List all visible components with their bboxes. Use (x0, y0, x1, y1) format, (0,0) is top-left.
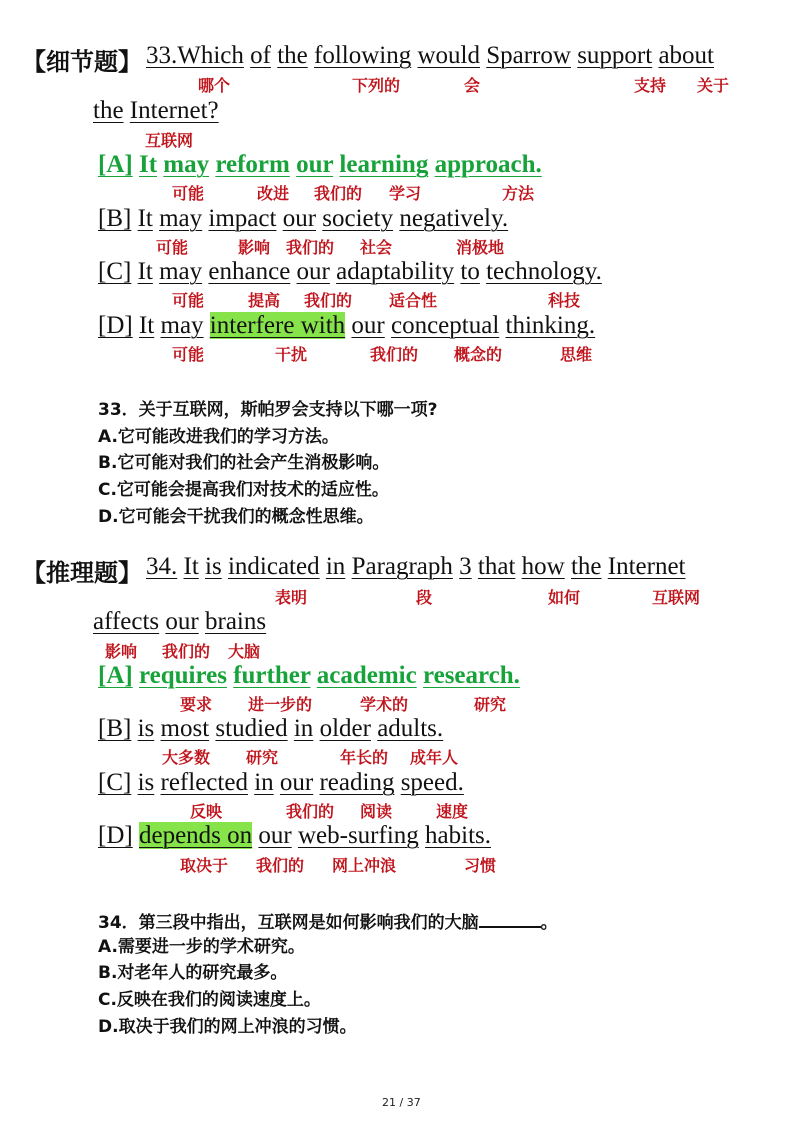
option-word: our (296, 151, 334, 178)
question-type-tag: 【细节题】 (22, 48, 142, 76)
option-word: adults. (377, 715, 444, 742)
stem-word: It (183, 553, 199, 580)
word-gloss: 研究 (246, 748, 279, 767)
word-gloss: 影响 (105, 642, 138, 661)
word-gloss: 下列的 (352, 76, 401, 95)
word-gloss: 表明 (275, 588, 308, 607)
word-gloss: 会 (464, 76, 481, 95)
stem-word: the (570, 553, 602, 580)
stem-word: indicated (227, 553, 320, 580)
option-word: to (460, 258, 480, 285)
option-word: impact (208, 205, 277, 232)
word-gloss: 关于 (697, 76, 730, 95)
translation-option: B.它可能对我们的社会产生消极影响。 (98, 453, 390, 473)
question-type-tag: 【推理题】 (22, 559, 142, 587)
option-word: It (138, 312, 155, 339)
word-gloss: 改进 (257, 184, 290, 203)
stem-word: support (577, 42, 653, 69)
option-word: learning (339, 151, 429, 178)
option-c[interactable] (98, 257, 602, 287)
word-gloss: 学习 (389, 184, 422, 203)
option-b[interactable] (98, 204, 508, 234)
word-gloss: 可能 (156, 238, 189, 257)
word-gloss: 方法 (502, 184, 535, 203)
stem-word: of (250, 42, 271, 69)
stem-word: 33.Which (146, 42, 244, 69)
option-word: our (351, 312, 385, 339)
translation-option: A.它可能改进我们的学习方法。 (98, 427, 339, 447)
word-gloss: 干扰 (275, 345, 308, 364)
stem-word: following (314, 42, 412, 69)
stem-word: our (165, 608, 199, 635)
question-stem-line (93, 96, 219, 126)
option-word: may (163, 151, 210, 178)
translation-option: D.它可能会干扰我们的概念性思维。 (98, 507, 374, 527)
stem-word: brains (205, 608, 267, 635)
stem-word: that (477, 553, 516, 580)
highlighted-phrase: depends on (138, 822, 253, 849)
option-word: is (137, 715, 155, 742)
option-word: our (296, 258, 330, 285)
word-gloss: 社会 (360, 238, 393, 257)
option-letter: [D] (98, 822, 133, 849)
word-gloss: 段 (416, 588, 433, 607)
question-stem-line (146, 41, 714, 71)
option-d[interactable] (98, 821, 491, 851)
word-gloss: 概念的 (454, 345, 503, 364)
word-gloss: 科技 (548, 291, 581, 310)
option-word: technology. (486, 258, 602, 285)
stem-word: about (658, 42, 714, 69)
option-word: academic (316, 662, 417, 689)
word-gloss: 互联网 (145, 131, 194, 150)
option-word: reflected (160, 769, 248, 796)
stem-word: Sparrow (486, 42, 571, 69)
option-c[interactable] (98, 768, 464, 798)
translation-option: D.取决于我们的网上冲浪的习惯。 (98, 1017, 357, 1037)
option-b[interactable] (98, 714, 443, 744)
stem-word: affects (93, 608, 160, 635)
option-d[interactable] (98, 311, 595, 341)
highlighted-phrase: interfere with (209, 312, 346, 339)
stem-word: how (521, 553, 565, 580)
stem-word: Internet? (129, 97, 219, 124)
word-gloss: 要求 (180, 695, 213, 714)
word-gloss: 速度 (436, 802, 469, 821)
word-gloss: 可能 (172, 184, 205, 203)
translation-option: C.反映在我们的阅读速度上。 (98, 990, 321, 1010)
option-word: negatively. (399, 205, 509, 232)
translation-question-text: 34．第三段中指出，互联网是如何影响我们的大脑 (98, 913, 479, 933)
word-gloss: 思维 (560, 345, 593, 364)
answer-blank (479, 908, 541, 928)
option-letter: [B] (98, 205, 132, 232)
option-word: in (293, 715, 314, 742)
word-gloss: 我们的 (304, 291, 353, 310)
stem-word: in (325, 553, 346, 580)
word-gloss: 大多数 (162, 748, 211, 767)
word-gloss: 消极地 (456, 238, 505, 257)
option-word: may (159, 258, 203, 285)
option-word: reading (319, 769, 395, 796)
stem-word: would (417, 42, 480, 69)
word-gloss: 网上冲浪 (332, 856, 397, 875)
option-word: enhance (208, 258, 291, 285)
option-word: in (254, 769, 274, 796)
option-word: is (137, 769, 155, 796)
word-gloss: 进一步的 (248, 695, 313, 714)
stem-word: the (277, 42, 308, 69)
option-letter: [B] (98, 715, 132, 742)
word-gloss: 可能 (172, 291, 205, 310)
option-word: It (138, 151, 158, 178)
option-word: studied (215, 715, 288, 742)
option-word: requires (138, 662, 227, 689)
word-gloss: 可能 (172, 345, 205, 364)
option-word: approach. (434, 151, 542, 178)
option-letter: [C] (98, 258, 132, 285)
option-word: our (282, 205, 317, 232)
stem-word: Internet (607, 553, 686, 580)
option-word: web-surfing (297, 822, 419, 849)
option-word: conceptual (390, 312, 500, 339)
option-word: our (279, 769, 314, 796)
question-stem-line (146, 552, 686, 582)
word-gloss: 哪个 (198, 76, 231, 95)
word-gloss: 支持 (634, 76, 667, 95)
stem-word: Paragraph (351, 553, 453, 580)
stem-word: the (93, 97, 124, 124)
option-word: further (233, 662, 311, 689)
word-gloss: 我们的 (162, 642, 211, 661)
option-word: thinking. (505, 312, 596, 339)
option-letter: [A] (98, 151, 133, 178)
option-letter: [C] (98, 769, 132, 796)
option-a-correct[interactable] (98, 150, 542, 180)
word-gloss: 大脑 (228, 642, 261, 661)
word-gloss: 互联网 (652, 588, 701, 607)
word-gloss: 如何 (548, 588, 581, 607)
word-gloss: 我们的 (256, 856, 305, 875)
option-word: most (160, 715, 210, 742)
word-gloss: 学术的 (360, 695, 409, 714)
word-gloss: 我们的 (314, 184, 363, 203)
word-gloss: 反映 (190, 802, 223, 821)
word-gloss: 取决于 (180, 856, 229, 875)
word-gloss: 我们的 (370, 345, 419, 364)
stem-word: 34. (146, 553, 178, 580)
word-gloss: 年长的 (340, 748, 389, 767)
option-word: our (258, 822, 292, 849)
option-word: speed. (400, 769, 464, 796)
page-number: 21 / 37 (382, 1096, 421, 1109)
option-word: may (160, 312, 204, 339)
option-word: reform (215, 151, 290, 178)
translation-question: 33．关于互联网，斯帕罗会支持以下哪一项? (98, 400, 438, 420)
word-gloss: 阅读 (360, 802, 393, 821)
word-gloss: 影响 (238, 238, 271, 257)
word-gloss: 适合性 (389, 291, 438, 310)
option-a-correct[interactable] (98, 661, 520, 691)
option-word: It (137, 205, 153, 232)
translation-option: C.它可能会提高我们对技术的适应性。 (98, 480, 389, 500)
word-gloss: 成年人 (410, 748, 459, 767)
option-letter: [A] (98, 662, 133, 689)
option-letter: [D] (98, 312, 133, 339)
translation-question (98, 908, 558, 935)
word-gloss: 我们的 (286, 802, 335, 821)
option-word: It (137, 258, 153, 285)
option-word: society (322, 205, 394, 232)
option-word: adaptability (336, 258, 455, 285)
option-word: research. (422, 662, 520, 689)
question-stem-line (93, 607, 266, 637)
translation-option: A.需要进一步的学术研究。 (98, 937, 305, 957)
stem-word: 3 (459, 553, 472, 580)
translation-question-end: 。 (540, 913, 558, 933)
word-gloss: 我们的 (286, 238, 335, 257)
word-gloss: 习惯 (464, 856, 497, 875)
translation-option: B.对老年人的研究最多。 (98, 963, 288, 983)
option-word: older (319, 715, 371, 742)
word-gloss: 研究 (474, 695, 507, 714)
stem-word: is (205, 553, 222, 580)
option-word: habits. (425, 822, 491, 849)
option-word: may (159, 205, 203, 232)
word-gloss: 提高 (248, 291, 281, 310)
